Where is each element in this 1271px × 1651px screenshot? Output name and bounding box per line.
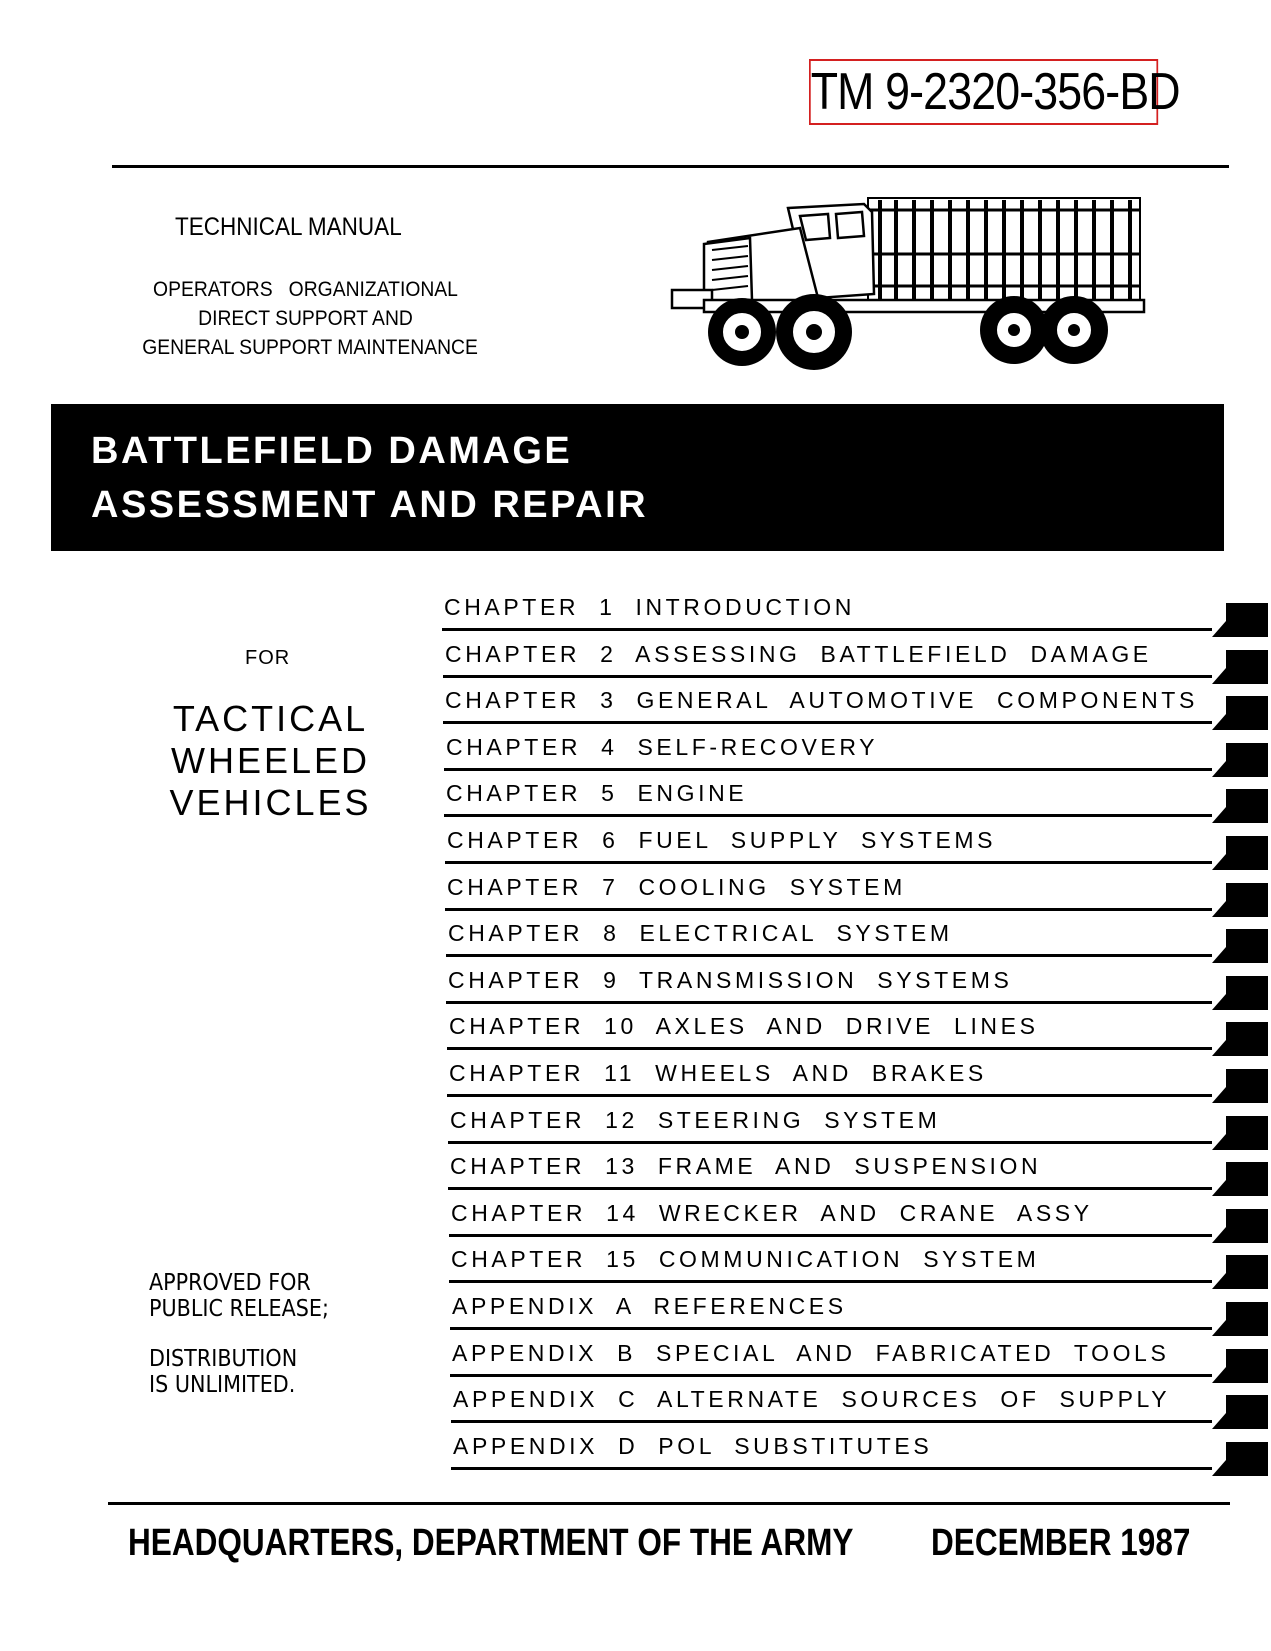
- toc-entry[interactable]: [446, 911, 1212, 957]
- toc-entry-label: APPENDIX C ALTERNATE SOURCES OF SUPPLY: [453, 1386, 1171, 1413]
- title-line: BATTLEFIELD DAMAGE: [91, 430, 573, 472]
- thumb-tab-marker-icon: [1212, 1349, 1268, 1383]
- maintenance-line: OPERATORS ORGANIZATIONAL: [153, 278, 458, 301]
- toc-entry[interactable]: [445, 818, 1212, 864]
- thumb-tab-marker-icon: [1212, 929, 1268, 963]
- toc-rule: [443, 721, 1212, 724]
- distribution-line: DISTRIBUTION: [149, 1346, 298, 1372]
- toc-entry[interactable]: [451, 1424, 1212, 1470]
- toc-rule: [450, 1327, 1212, 1330]
- toc-entry-label: CHAPTER 4 SELF-RECOVERY: [446, 733, 879, 760]
- toc-rule: [447, 1094, 1212, 1097]
- toc-entry[interactable]: [450, 1331, 1212, 1377]
- issuer: HEADQUARTERS, DEPARTMENT OF THE ARMY: [128, 1522, 854, 1564]
- subject-line: WHEELED: [170, 740, 371, 781]
- thumb-tab-marker-icon: [1212, 1395, 1268, 1429]
- toc-rule: [450, 1374, 1212, 1377]
- thumb-tab-marker-icon: [1212, 1302, 1268, 1336]
- toc-entry-label: CHAPTER 12 STEERING SYSTEM: [450, 1106, 941, 1133]
- toc-entry[interactable]: [442, 585, 1212, 631]
- toc-rule: [451, 1420, 1212, 1423]
- subject-line: VEHICLES: [169, 782, 372, 823]
- toc-entry-label: CHAPTER 15 COMMUNICATION SYSTEM: [451, 1246, 1040, 1273]
- thumb-tab-marker-icon: [1212, 1442, 1268, 1476]
- subject-heading: [158, 698, 383, 824]
- toc-entry[interactable]: [448, 1098, 1212, 1144]
- toc-entry-label: CHAPTER 13 FRAME AND SUSPENSION: [450, 1153, 1042, 1180]
- thumb-tab-marker-icon: [1212, 650, 1268, 684]
- toc-entry[interactable]: [451, 1377, 1212, 1423]
- toc-entry[interactable]: [449, 1191, 1212, 1237]
- toc-entry[interactable]: [443, 678, 1212, 724]
- toc-entry-label: CHAPTER 9 TRANSMISSION SYSTEMS: [448, 966, 1013, 993]
- toc-entry[interactable]: [450, 1284, 1212, 1330]
- toc-entry[interactable]: [443, 632, 1212, 678]
- toc-rule: [447, 1047, 1212, 1050]
- toc-entry-label: APPENDIX D POL SUBSTITUTES: [453, 1432, 933, 1459]
- cargo-truck-illustration: [668, 182, 1152, 378]
- top-rule: [112, 165, 1229, 168]
- thumb-tab-marker-icon: [1212, 1209, 1268, 1243]
- toc-entry[interactable]: [449, 1237, 1212, 1283]
- toc-entry-label: CHAPTER 1 INTRODUCTION: [444, 594, 855, 620]
- toc-entry-label: APPENDIX B SPECIAL AND FABRICATED TOOLS: [452, 1339, 1170, 1366]
- release-line: PUBLIC RELEASE;: [149, 1296, 329, 1322]
- thumb-tab-marker-icon: [1212, 603, 1268, 637]
- thumb-tab-marker-icon: [1212, 836, 1268, 870]
- for-label: FOR: [245, 647, 291, 669]
- thumb-tab-marker-icon: [1212, 1255, 1268, 1289]
- toc-rule: [451, 1467, 1212, 1470]
- title-line: ASSESSMENT AND REPAIR: [91, 484, 649, 526]
- thumb-tab-marker-icon: [1212, 1069, 1268, 1103]
- toc-entry-label: CHAPTER 14 WRECKER AND CRANE ASSY: [451, 1199, 1093, 1226]
- toc-rule: [449, 1280, 1212, 1283]
- toc-entry[interactable]: [444, 725, 1212, 771]
- thumb-tab-marker-icon: [1212, 696, 1268, 730]
- maintenance-line: DIRECT SUPPORT AND: [198, 307, 413, 330]
- toc-entry[interactable]: [447, 1004, 1212, 1050]
- toc-entry-label: CHAPTER 8 ELECTRICAL SYSTEM: [448, 920, 953, 947]
- toc-entry[interactable]: [446, 958, 1212, 1004]
- toc-entry-label: CHAPTER 7 COOLING SYSTEM: [447, 873, 906, 900]
- bottom-rule: [108, 1502, 1230, 1505]
- tm-number: TM 9-2320-356-BD: [809, 59, 1158, 125]
- toc-rule: [449, 1234, 1212, 1237]
- toc-rule: [445, 908, 1212, 911]
- thumb-tab-marker-icon: [1212, 1162, 1268, 1196]
- toc-entry-label: CHAPTER 10 AXLES AND DRIVE LINES: [449, 1013, 1039, 1040]
- toc-rule: [448, 1141, 1212, 1144]
- thumb-tab-marker-icon: [1212, 976, 1268, 1010]
- release-line: APPROVED FOR: [149, 1270, 311, 1296]
- title-banner: [51, 404, 1224, 551]
- distribution-statement: [149, 1270, 329, 1398]
- toc-entry-label: CHAPTER 3 GENERAL AUTOMOTIVE COMPONENTS: [445, 687, 1198, 714]
- toc-rule: [443, 675, 1212, 678]
- thumb-tab-marker-icon: [1212, 883, 1268, 917]
- toc-rule: [446, 1001, 1212, 1004]
- thumb-tab-marker-icon: [1212, 1022, 1268, 1056]
- toc-entry[interactable]: [447, 1051, 1212, 1097]
- maintenance-line: GENERAL SUPPORT MAINTENANCE: [142, 336, 478, 359]
- subject-line: TACTICAL: [172, 698, 369, 739]
- toc-entry-label: APPENDIX A REFERENCES: [452, 1293, 847, 1319]
- toc-rule: [445, 861, 1212, 864]
- toc-entry[interactable]: [445, 865, 1212, 911]
- maintenance-levels: [142, 275, 478, 362]
- publication-date: DECEMBER 1987: [931, 1522, 1191, 1564]
- manual-type: TECHNICAL MANUAL: [175, 213, 402, 241]
- toc-entry-label: CHAPTER 2 ASSESSING BATTLEFIELD DAMAGE: [445, 640, 1152, 667]
- toc-rule: [444, 814, 1212, 817]
- toc-entry[interactable]: [448, 1144, 1212, 1190]
- distribution-line: IS UNLIMITED.: [149, 1372, 296, 1398]
- thumb-tab-marker-icon: [1212, 789, 1268, 823]
- toc-rule: [444, 768, 1212, 771]
- toc-rule: [442, 628, 1212, 631]
- toc-rule: [448, 1187, 1212, 1190]
- thumb-tab-marker-icon: [1212, 1116, 1268, 1150]
- toc-entry[interactable]: [444, 771, 1212, 817]
- toc-entry-label: CHAPTER 5 ENGINE: [446, 780, 748, 807]
- toc-entry-label: CHAPTER 11 WHEELS AND BRAKES: [449, 1060, 987, 1086]
- toc-rule: [446, 954, 1212, 957]
- thumb-tab-marker-icon: [1212, 743, 1268, 777]
- toc-entry-label: CHAPTER 6 FUEL SUPPLY SYSTEMS: [447, 827, 997, 853]
